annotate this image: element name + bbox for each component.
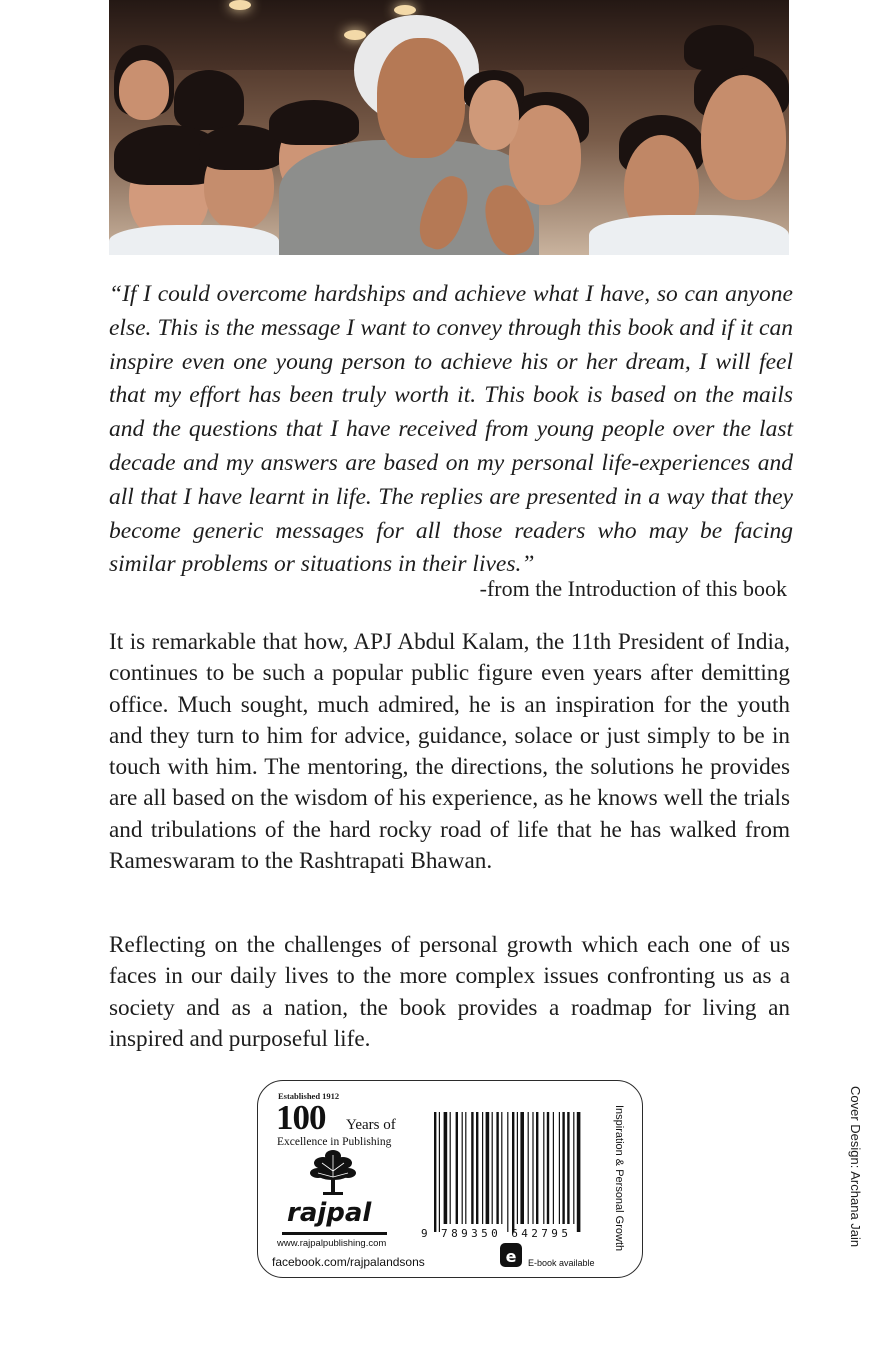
- excellence-tagline: Excellence in Publishing: [277, 1136, 392, 1148]
- student-shirt: [589, 215, 789, 255]
- ceiling-lamp: [229, 0, 251, 10]
- isbn-number: 9 789350 642795: [421, 1227, 572, 1240]
- intro-quote: “If I could overcome hardships and achieve what I have, so can anyone else. This is the message I want to convey through this book and if it can inspire even one young person to achieve his or her dream, I will feel that my effort has been truly worth it. This book is based on the mails and the questions that I have received from young people over the last decade and my answers are based on my personal life-experiences and all that I have learnt in life. The replies are presented in a way that they become generic messages for all those readers who may be facing similar problems or situations in their lives.”: [109, 281, 793, 578]
- years-of-label: Years of: [346, 1117, 396, 1133]
- brand-underline: [282, 1232, 387, 1235]
- ceiling-lamp: [394, 5, 416, 15]
- student-face: [469, 80, 519, 150]
- publisher-facebook: facebook.com/rajpalandsons: [272, 1255, 425, 1269]
- description-paragraph-1: It is remarkable that how, APJ Abdul Kalam, the 11th President of India, continues to be such a popular public figure even years after demitting office. Much sought, much admired, he is an inspiration for the youth and they turn to him for advice, guidance, solace or just simply to be in touch with him. The mentoring, the directions, the solutions he provides are all based on the wisdom of his experience, as he knows well the trials and tribulations of the hard rocky road of life that he has walked from Rameswaram to the Rashtrapati Bhawan.: [109, 629, 790, 875]
- student-hair: [174, 70, 244, 130]
- student-face: [701, 75, 786, 200]
- smiling-face: [377, 38, 465, 158]
- description-paragraph-2: Reflecting on the challenges of personal growth which each one of us faces in our daily lives to the more complex issues confronting us as a society and as a nation, the book provides a roadmap for living an inspired and purposeful life.: [109, 932, 790, 1052]
- student-shirt: [109, 225, 279, 255]
- ebook-icon: e: [500, 1243, 522, 1267]
- ceiling-lamp: [344, 30, 366, 40]
- cover-photo: [109, 0, 789, 255]
- student-hair: [684, 25, 754, 70]
- student-hair: [269, 100, 359, 145]
- publisher-brand: rajpal: [287, 1198, 372, 1228]
- established-label: Established 1912: [278, 1091, 340, 1101]
- quote-attribution: -from the Introduction of this book: [479, 576, 787, 601]
- publisher-website: www.rajpalpublishing.com: [277, 1238, 387, 1249]
- isbn-barcode: [432, 1112, 594, 1235]
- publisher-barcode-panel: [257, 1080, 643, 1278]
- cover-design-credit: Cover Design: Archana Jain: [848, 1086, 863, 1248]
- student-face: [119, 60, 169, 120]
- hundred-years-number: 100: [276, 1098, 326, 1137]
- ebook-available-label: E-book available: [528, 1258, 595, 1268]
- tree-icon: [308, 1147, 358, 1197]
- student-face: [509, 105, 581, 205]
- book-category: Inspiration & Personal Growth: [613, 1105, 625, 1252]
